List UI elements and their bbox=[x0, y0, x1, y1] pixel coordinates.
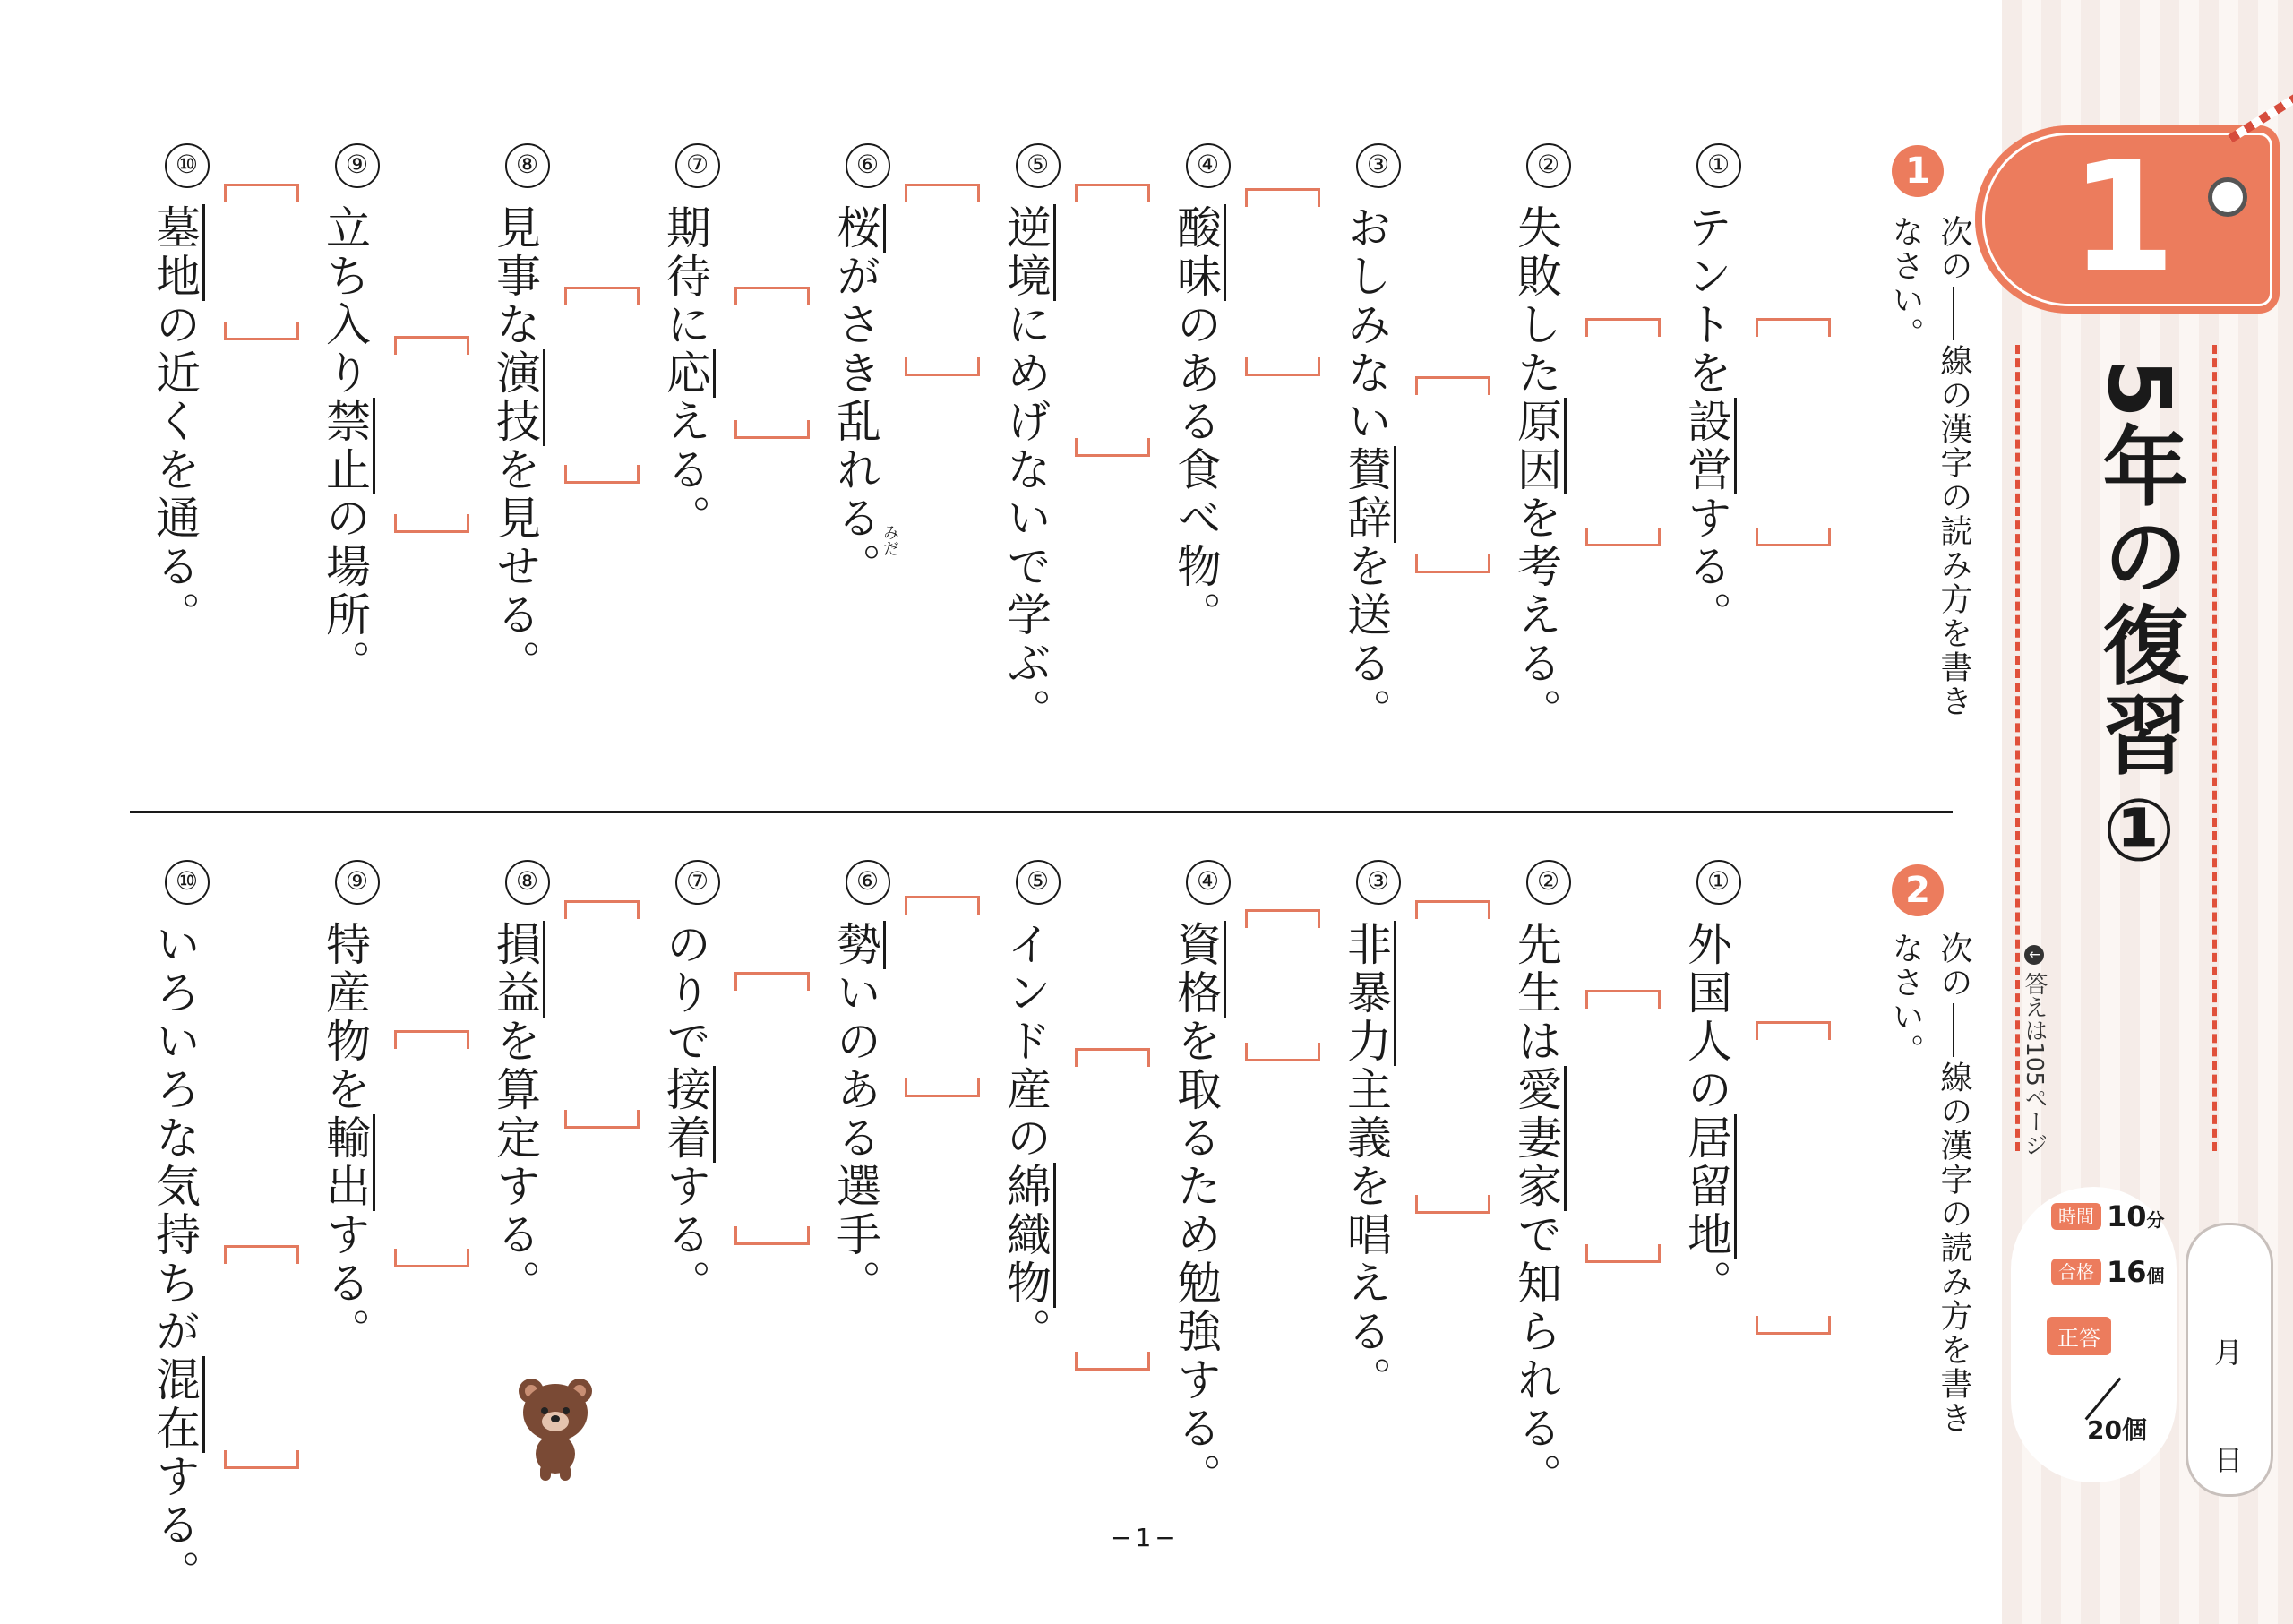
answer-box-bottom bbox=[224, 1450, 299, 1469]
sentence-after: を算定する。 bbox=[489, 1018, 541, 1308]
answer-box-bottom bbox=[734, 1226, 810, 1245]
furigana: みだ bbox=[880, 524, 899, 556]
question-number: ③ bbox=[1356, 860, 1401, 905]
question-8 bbox=[488, 143, 550, 688]
bear-icon bbox=[515, 1375, 596, 1482]
time-value bbox=[2107, 1199, 2165, 1233]
sentence-after: にめげないで学ぶ。 bbox=[1000, 301, 1052, 736]
answer-box[interactable] bbox=[1075, 1048, 1145, 1371]
sentence-before: 外国人の bbox=[1680, 921, 1732, 1114]
instruction-text-a: 次の bbox=[1936, 932, 1972, 1000]
sentence-after: 。 bbox=[1680, 1259, 1732, 1308]
sentence-before: のりで bbox=[659, 921, 711, 1066]
pass-label: 合格 bbox=[2051, 1259, 2101, 1285]
month-label: 月 bbox=[2214, 1336, 2244, 1370]
answer-box[interactable] bbox=[1585, 318, 1655, 546]
question-number: ⑥ bbox=[846, 860, 890, 905]
time-unit: 分 bbox=[2146, 1209, 2165, 1231]
sentence-before: 失敗した bbox=[1510, 204, 1562, 398]
target-kanji: 設営 bbox=[1680, 398, 1737, 494]
answer-box[interactable] bbox=[1756, 1021, 1825, 1335]
answer-box-bottom bbox=[905, 357, 980, 376]
answer-box[interactable] bbox=[1415, 900, 1485, 1214]
answer-box-bottom bbox=[1245, 1043, 1320, 1061]
target-kanji: 居留地 bbox=[1680, 1114, 1737, 1259]
question-number: ⑤ bbox=[1016, 860, 1061, 905]
sentence-after: 。 bbox=[1000, 1308, 1052, 1356]
target-kanji: 非暴力 bbox=[1340, 921, 1396, 1066]
sentence-after: を見せる。 bbox=[489, 446, 541, 688]
answer-note-text: 答えは105ページ bbox=[2021, 972, 2048, 1156]
question-2 bbox=[1509, 143, 1571, 736]
question-number: ⑩ bbox=[165, 143, 210, 188]
sentence-after: いのある選手。 bbox=[829, 969, 881, 1308]
sentence-after: する。 bbox=[149, 1453, 201, 1598]
question-number: ⑧ bbox=[505, 860, 550, 905]
correct-label: 正答 bbox=[2047, 1317, 2111, 1355]
answer-box-top bbox=[905, 184, 980, 202]
question-number: ⑨ bbox=[335, 860, 380, 905]
target-kanji: 勢 bbox=[829, 921, 886, 969]
sentence-after: を取るため勉強する。 bbox=[1170, 1018, 1222, 1501]
target-kanji: 損益 bbox=[489, 921, 545, 1018]
question-number: ① bbox=[1696, 860, 1741, 905]
underline-sample bbox=[1953, 287, 1954, 340]
sentence-after: がさき乱れる。 bbox=[829, 253, 881, 591]
answer-box-bottom bbox=[224, 322, 299, 340]
target-kanji: 酸味 bbox=[1170, 204, 1226, 301]
time-label: 時間 bbox=[2051, 1203, 2101, 1230]
target-kanji: 賛辞 bbox=[1340, 446, 1396, 543]
answer-box[interactable] bbox=[734, 972, 804, 1245]
dashed-border-right bbox=[2212, 345, 2217, 1151]
question-number: ⑦ bbox=[675, 860, 720, 905]
question-number: ④ bbox=[1186, 143, 1231, 188]
answer-box-bottom bbox=[394, 1249, 469, 1267]
answer-box[interactable] bbox=[905, 896, 975, 1097]
question-number: ② bbox=[1526, 860, 1571, 905]
time-row bbox=[2051, 1199, 2165, 1234]
answer-box-top bbox=[1756, 1021, 1831, 1040]
answer-box[interactable] bbox=[734, 287, 804, 439]
pass-row bbox=[2051, 1254, 2165, 1290]
answer-box-top bbox=[564, 287, 640, 305]
answer-box-bottom bbox=[734, 420, 810, 439]
answer-box[interactable] bbox=[905, 184, 975, 376]
instruction-text-b: 線の漢字の読み方を書き bbox=[1936, 344, 1972, 718]
answer-box-top bbox=[394, 1030, 469, 1049]
sentence-after: で知られる。 bbox=[1510, 1211, 1562, 1501]
score-total: 20個 bbox=[2087, 1415, 2147, 1445]
answer-box-top bbox=[394, 336, 469, 355]
underline-sample bbox=[1953, 1003, 1954, 1057]
answer-box[interactable] bbox=[1756, 318, 1825, 546]
sentence-before: テントを bbox=[1680, 204, 1732, 398]
instruction-text-a: 次の bbox=[1936, 215, 1972, 283]
target-kanji: 原因 bbox=[1510, 398, 1567, 494]
answer-box-bottom bbox=[1415, 554, 1490, 573]
question-3 bbox=[1339, 860, 1401, 1405]
question-2 bbox=[1509, 860, 1571, 1501]
sentence-before: インド産の bbox=[1000, 921, 1052, 1163]
answer-box[interactable] bbox=[1415, 376, 1485, 573]
answer-box-top bbox=[564, 900, 640, 919]
question-6 bbox=[829, 860, 890, 1308]
question-4 bbox=[1169, 143, 1231, 640]
answer-box[interactable] bbox=[1075, 184, 1145, 457]
question-1 bbox=[1679, 860, 1741, 1308]
question-7 bbox=[658, 143, 720, 543]
target-kanji: 輸出 bbox=[319, 1114, 375, 1211]
answer-box-bottom bbox=[1585, 528, 1661, 546]
answer-box-top bbox=[224, 1245, 299, 1264]
sentence-after: の近くを通る。 bbox=[149, 301, 201, 640]
down-arrow-icon: ↓ bbox=[2024, 945, 2044, 965]
question-10 bbox=[148, 860, 210, 1598]
answer-box-top bbox=[1756, 318, 1831, 337]
question-number: ④ bbox=[1186, 860, 1231, 905]
sentence-after: する。 bbox=[1680, 494, 1732, 640]
answer-box-top bbox=[734, 972, 810, 991]
question-8 bbox=[488, 860, 550, 1308]
unit-number: 1 bbox=[2069, 129, 2177, 306]
question-10 bbox=[148, 143, 210, 640]
answer-box-bottom bbox=[1075, 1352, 1150, 1371]
answer-box-bottom bbox=[1585, 1244, 1661, 1263]
question-number: ⑨ bbox=[335, 143, 380, 188]
answer-box-bottom bbox=[1415, 1195, 1490, 1214]
sentence-before: 立ち入り bbox=[319, 204, 371, 398]
answer-box-bottom bbox=[905, 1078, 980, 1097]
tag-hole-icon bbox=[2208, 177, 2247, 217]
answer-box[interactable] bbox=[394, 336, 464, 533]
sentence-after: を送る。 bbox=[1340, 543, 1392, 736]
target-kanji: 演技 bbox=[489, 349, 545, 446]
sentence-after: の場所。 bbox=[319, 494, 371, 688]
question-number: ⑦ bbox=[675, 143, 720, 188]
answer-box[interactable] bbox=[1585, 990, 1655, 1263]
page-number: −1− bbox=[1111, 1523, 1180, 1552]
answer-box[interactable] bbox=[1245, 188, 1315, 376]
question-number: ② bbox=[1526, 143, 1571, 188]
sentence-after: する。 bbox=[659, 1163, 711, 1308]
sentence-after: 主義を唱える。 bbox=[1340, 1066, 1392, 1405]
sentence-after: する。 bbox=[319, 1211, 371, 1356]
answer-box-top bbox=[905, 896, 980, 915]
target-kanji: 綿織物 bbox=[1000, 1163, 1056, 1308]
sentence-before: 見事な bbox=[489, 204, 541, 349]
sentence-before: 期待に bbox=[659, 204, 711, 349]
section2-instruction bbox=[1881, 932, 1978, 1541]
answer-box-top bbox=[1415, 900, 1490, 919]
answer-box[interactable] bbox=[224, 1245, 294, 1469]
answer-box-top bbox=[1415, 376, 1490, 395]
section1-badge: 1 bbox=[1892, 145, 1944, 197]
answer-box-bottom bbox=[1756, 528, 1831, 546]
instruction-text-c: なさい。 bbox=[1887, 215, 1924, 351]
answer-box-top bbox=[1245, 909, 1320, 928]
answer-box[interactable] bbox=[394, 1030, 464, 1267]
day-label: 日 bbox=[2214, 1443, 2244, 1477]
sentence-before: 特産物を bbox=[319, 921, 371, 1114]
question-5 bbox=[999, 143, 1061, 736]
answer-box-top bbox=[734, 287, 810, 305]
target-kanji: 応 bbox=[659, 349, 716, 398]
sentence-after: のある食べ物。 bbox=[1170, 301, 1222, 640]
question-5 bbox=[999, 860, 1061, 1356]
target-kanji: 接着 bbox=[659, 1066, 716, 1163]
question-number: ⑥ bbox=[846, 143, 890, 188]
unit-title bbox=[2076, 358, 2193, 884]
answer-box-top bbox=[1075, 184, 1150, 202]
answer-box-top bbox=[1245, 188, 1320, 207]
target-kanji: 資格 bbox=[1170, 921, 1226, 1018]
answer-box-bottom bbox=[1756, 1316, 1831, 1335]
answer-box[interactable] bbox=[564, 900, 634, 1129]
target-kanji: 墓地 bbox=[149, 204, 205, 301]
section-divider bbox=[130, 811, 1953, 813]
pass-unit: 個 bbox=[2146, 1265, 2165, 1286]
question-number: ⑤ bbox=[1016, 143, 1061, 188]
instruction-text-c: なさい。 bbox=[1887, 932, 1924, 1068]
sentence-before: おしみない bbox=[1340, 204, 1392, 446]
question-number: ③ bbox=[1356, 143, 1401, 188]
answer-box[interactable] bbox=[224, 184, 294, 340]
section2-badge: 2 bbox=[1892, 864, 1944, 916]
answer-box-bottom bbox=[1245, 357, 1320, 376]
question-1 bbox=[1679, 143, 1741, 640]
sentence-before: いろいろな気持ちが bbox=[149, 921, 201, 1356]
question-4 bbox=[1169, 860, 1231, 1501]
question-3 bbox=[1339, 143, 1401, 736]
question-number: ① bbox=[1696, 143, 1741, 188]
answer-box-top bbox=[1585, 990, 1661, 1009]
time-value-number: 10 bbox=[2107, 1199, 2147, 1233]
pass-value bbox=[2107, 1255, 2165, 1289]
answer-box-bottom bbox=[394, 514, 469, 533]
sentence-before: 先生は bbox=[1510, 921, 1562, 1066]
answer-box-bottom bbox=[564, 465, 640, 484]
sentence-after: を考える。 bbox=[1510, 494, 1562, 736]
question-7 bbox=[658, 860, 720, 1308]
sentence-after: える。 bbox=[659, 398, 711, 543]
target-kanji: 逆境 bbox=[1000, 204, 1056, 301]
answer-box[interactable] bbox=[564, 287, 634, 484]
unit-part: ① bbox=[2089, 779, 2189, 884]
answer-box-bottom bbox=[1075, 438, 1150, 457]
unit-title-text: 5年の復習 bbox=[2089, 358, 2189, 780]
question-number: ⑧ bbox=[505, 143, 550, 188]
answer-box-top bbox=[224, 184, 299, 202]
section1-instruction bbox=[1881, 215, 1978, 824]
question-number: ⑩ bbox=[165, 860, 210, 905]
question-9 bbox=[318, 143, 380, 688]
target-kanji: 桜 bbox=[829, 204, 886, 253]
answer-box-top bbox=[1585, 318, 1661, 337]
target-kanji: 混在 bbox=[149, 1356, 205, 1453]
answer-box[interactable] bbox=[1245, 909, 1315, 1061]
answer-box-bottom bbox=[564, 1110, 640, 1129]
target-kanji: 禁止 bbox=[319, 398, 375, 494]
pass-value-number: 16 bbox=[2107, 1255, 2147, 1289]
instruction-text-b: 線の漢字の読み方を書き bbox=[1936, 1061, 1972, 1435]
answer-box-top bbox=[1075, 1048, 1150, 1067]
target-kanji: 愛妻家 bbox=[1510, 1066, 1567, 1211]
question-9 bbox=[318, 860, 380, 1356]
answer-note bbox=[2015, 945, 2051, 1156]
